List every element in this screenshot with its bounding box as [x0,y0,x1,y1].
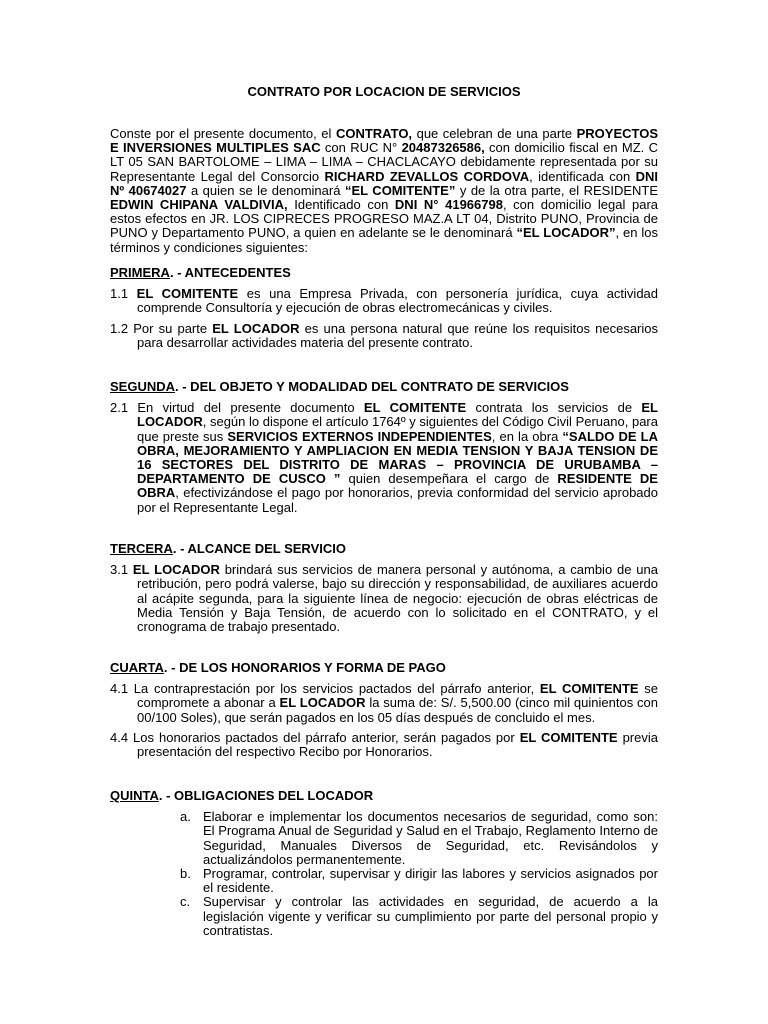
bold-run: “SALDO DE LA OBRA, MEJORAMIENTO Y AMPLIACION EN MEDIA TENSION Y BAJA TENSION DE 16 SECTORES DEL DISTRITO DE MARAS – PROVINCIA DE URUBAMBA – DEPARTAMENTO DE CUSCO ” [137,428,658,487]
bold-run: EL COMITENTE [363,400,467,416]
intro-paragraph: Conste por el presente documento, el CONTRATO, que celebran de una parte PROYECTOS E INVERSIONES MULTIPLES SAC con RUC N° 20487326586, con domicilio fiscal en MZ. C LT 05 SAN BARTOLOME – LIMA – LIMA – CHACLACAYO debidamente representada por su Representante Legal del Consorcio RICHARD ZEVALLOS CORDOVA, identificada con DNI Nº 40674027 a quien se le denominará “EL COMITENTE” y de la otra parte, el RESIDENTE EDWIN CHIPANA VALDIVIA, Identificado con DNI N° 41966798, con domicilio legal para estos efectos en JR. LOS CIPRECES PROGRESO MAZ.A LT 04, Distrito PUNO, Provincia de PUNO y Departamento PUNO, a quien en adelante se le denominará “EL LOCADOR”, en los términos y condiciones siguientes: [110,126,659,255]
bold-run: EL LOCADOR [212,320,300,336]
bold-run: EL COMITENTE [136,286,239,302]
section-cuarta [110,661,658,759]
section-title: . - DE LOS HONORARIOS Y FORMA DE PAGO [163,660,446,675]
bold-run: DNI Nº 40674027 [110,168,658,198]
list-item [110,867,658,895]
section-primera [110,266,658,350]
section-number: QUINTA [110,788,159,803]
section-number: TERCERA [110,541,173,556]
list-item-text: Elaborar e implementar los documentos necesarios de seguridad, como son: El Programa Anual de Seguridad y Salud en el Trabajo, Reglamento Interno de Seguridad, Manuales Diversos de Seguridad, etc. Revisándolos y actualizándolos permanentemente. [203,809,658,867]
clause-2-1: 2.1 En virtud del presente documento EL COMITENTE contrata los servicios de EL LOCADOR, según lo dispone el artículo 1764º y siguientes del Código Civil Peruano, para que preste sus SERVICIOS EXTERNOS INDEPENDIENTES, en la obra “SALDO DE LA OBRA, MEJORAMIENTO Y AMPLIACION EN MEDIA TENSION Y BAJA TENSION DE 16 SECTORES DEL DISTRITO DE MARAS – PROVINCIA DE URUBAMBA – DEPARTAMENTO DE CUSCO ” quien desempeñara el cargo de RESIDENTE DE OBRA, efectivizándose el pago por honorarios, previa conformidad del servicio aprobado por el Representante Legal. [110,400,658,515]
clause-4-1: 4.1 La contraprestación por los servicios pactados del párrafo anterior, EL COMITENTE se compromete a abonar a EL LOCADOR la suma de: S/. 5,500.00 (cinco mil quinientos con 00/100 Soles), que serán pagados en los 05 días después de concluido el mes. [110,681,658,725]
bold-run: EL COMITENTE [539,681,639,697]
section-number: PRIMERA [110,265,170,280]
section-title: . - OBLIGACIONES DEL LOCADOR [158,788,374,803]
bold-run: RICHARD ZEVALLOS CORDOVA [324,168,530,184]
bold-run: RESIDENTE DE OBRA [137,471,658,501]
clause-3-1: 3.1 EL LOCADOR brindará sus servicios de manera personal y autónoma, a cambio de una retribución, pero podrá valerse, bajo su dirección y responsabilidad, de auxiliares acuerdo al acápite segunda, para la siguiente línea de negocio: ejecución de obras eléctricas de Media Tensión y Baja Tensión, de acuerdo con lo solicitado en el CONTRATO, y el cronograma de trabajo presentado. [110,562,658,635]
clause-4-4: 4.4 Los honorarios pactados del párrafo anterior, serán pagados por EL COMITENTE previa presentación del respectivo Recibo por Honorarios. [110,729,658,760]
section-heading [110,661,658,675]
obligations-list [110,810,658,938]
list-item [110,895,658,938]
bold-run: EL COMITENTE [519,729,618,745]
bold-run: EL LOCADOR [132,562,220,578]
bold-run: DNI N° 41966798 [394,197,503,213]
bold-run: EL LOCADOR [279,695,366,711]
bold-run: EL LOCADOR [137,400,658,430]
list-item-text: Supervisar y controlar las actividades en seguridad, de acuerdo a la legislación vigente y verificar su cumplimiento por parte del personal propio y contratistas. [203,894,658,938]
section-segunda [110,380,658,515]
list-marker: a. [180,809,191,825]
list-item [110,810,658,867]
bold-run: “EL COMITENTE” [344,182,456,198]
list-item-text: Programar, controlar, supervisar y dirigir las labores y servicios asignados por el residente. [203,866,658,896]
section-title: . - DEL OBJETO Y MODALIDAD DEL CONTRATO DE SERVICIOS [175,379,569,394]
clause-1-2: 1.2 Por su parte EL LOCADOR es una persona natural que reúne los requisitos necesarios para desarrollar actividades materia del presente contrato. [110,320,658,350]
bold-run: 20487326586, [401,140,485,156]
section-heading [110,789,658,803]
section-quinta [110,789,658,938]
section-number: SEGUNDA [110,379,176,394]
bold-run: CONTRATO, [335,126,413,141]
section-heading [110,542,658,556]
bold-run: “EL LOCADOR” [516,225,616,241]
section-heading [110,380,658,394]
bold-run: SERVICIOS EXTERNOS INDEPENDIENTES [227,428,492,444]
section-number: CUARTA [110,660,164,675]
section-heading [110,266,658,280]
list-marker: c. [180,894,191,910]
list-marker: b. [180,866,191,882]
bold-run: EDWIN CHIPANA VALDIVIA, [110,197,288,213]
clause-1-1: 1.1 EL COMITENTE es una Empresa Privada, con personería jurídica, cuya actividad comprende Consultoría y ejecución de obras electromecánicas y civiles. [110,286,659,316]
document-title: CONTRATO POR LOCACION DE SERVICIOS [247,84,521,99]
section-title: . - ALCANCE DEL SERVICIO [172,541,346,556]
section-title: . - ANTECEDENTES [169,265,291,280]
section-tercera [110,542,658,634]
bold-run: PROYECTOS E INVERSIONES MULTIPLES SAC [110,126,658,156]
